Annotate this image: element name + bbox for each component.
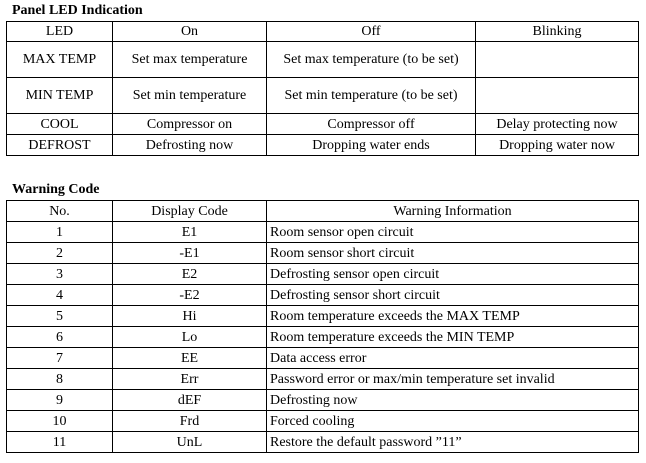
warning-row <box>7 264 639 285</box>
warning-number-cell: 3 <box>7 264 113 285</box>
warning-code-cell: Err <box>113 369 267 390</box>
warning-info-cell: Password error or max/min temperature set invalid <box>267 369 639 390</box>
warning-row <box>7 306 639 327</box>
warning-code-cell: -E1 <box>113 243 267 264</box>
warning-number-cell: 1 <box>7 222 113 243</box>
warning-code-cell: Frd <box>113 411 267 432</box>
led-state-cell: Dropping water now <box>476 135 639 156</box>
warning-info-cell: Restore the default password ”11” <box>267 432 639 453</box>
led-name-cell: MIN TEMP <box>7 78 113 114</box>
warning-info-cell: Defrosting sensor short circuit <box>267 285 639 306</box>
warning-number-cell: 9 <box>7 390 113 411</box>
warning-row <box>7 432 639 453</box>
warning-info-cell: Data access error <box>267 348 639 369</box>
led-state-cell: Delay protecting now <box>476 114 639 135</box>
led-section-title: Panel LED Indication <box>12 3 143 18</box>
led-name-cell: MAX TEMP <box>7 42 113 78</box>
warning-number-cell: 4 <box>7 285 113 306</box>
led-name-cell: DEFROST <box>7 135 113 156</box>
led-state-cell: Set max temperature <box>113 42 267 78</box>
warning-header-cell: Warning Information <box>267 201 639 222</box>
warning-row <box>7 348 639 369</box>
led-row <box>7 114 639 135</box>
warning-number-cell: 11 <box>7 432 113 453</box>
warning-code-cell: Hi <box>113 306 267 327</box>
led-state-cell: Compressor off <box>267 114 476 135</box>
warning-row <box>7 390 639 411</box>
warning-number-cell: 7 <box>7 348 113 369</box>
led-header-cell: Blinking <box>476 22 639 42</box>
warning-info-cell: Room temperature exceeds the MAX TEMP <box>267 306 639 327</box>
led-state-cell: Set min temperature <box>113 78 267 114</box>
led-header-cell: Off <box>267 22 476 42</box>
warning-info-cell: Defrosting now <box>267 390 639 411</box>
warning-number-cell: 10 <box>7 411 113 432</box>
warning-row <box>7 222 639 243</box>
warning-code-cell: Lo <box>113 327 267 348</box>
warning-code-table <box>6 200 639 453</box>
warning-code-cell: E1 <box>113 222 267 243</box>
warning-info-cell: Room temperature exceeds the MIN TEMP <box>267 327 639 348</box>
led-header-row <box>7 22 639 42</box>
led-state-cell <box>476 78 639 114</box>
warning-code-cell: -E2 <box>113 285 267 306</box>
warning-row <box>7 369 639 390</box>
warning-header-cell: Display Code <box>113 201 267 222</box>
warning-number-cell: 8 <box>7 369 113 390</box>
warning-section-title: Warning Code <box>12 182 100 197</box>
led-state-cell: Compressor on <box>113 114 267 135</box>
led-row <box>7 78 639 114</box>
warning-code-cell: E2 <box>113 264 267 285</box>
led-header-cell: On <box>113 22 267 42</box>
led-state-cell: Set max temperature (to be set) <box>267 42 476 78</box>
warning-info-cell: Room sensor open circuit <box>267 222 639 243</box>
led-state-cell: Dropping water ends <box>267 135 476 156</box>
warning-info-cell: Defrosting sensor open circuit <box>267 264 639 285</box>
led-state-cell: Set min temperature (to be set) <box>267 78 476 114</box>
warning-info-cell: Room sensor short circuit <box>267 243 639 264</box>
warning-number-cell: 6 <box>7 327 113 348</box>
warning-row <box>7 243 639 264</box>
warning-number-cell: 2 <box>7 243 113 264</box>
warning-code-cell: UnL <box>113 432 267 453</box>
led-header-cell: LED <box>7 22 113 42</box>
warning-number-cell: 5 <box>7 306 113 327</box>
led-row <box>7 42 639 78</box>
warning-code-cell: EE <box>113 348 267 369</box>
warning-code-cell: dEF <box>113 390 267 411</box>
led-row <box>7 135 639 156</box>
warning-row <box>7 411 639 432</box>
warning-header-cell: No. <box>7 201 113 222</box>
warning-header-row <box>7 201 639 222</box>
warning-info-cell: Forced cooling <box>267 411 639 432</box>
led-indication-table <box>6 21 639 156</box>
led-state-cell <box>476 42 639 78</box>
warning-row <box>7 285 639 306</box>
warning-row <box>7 327 639 348</box>
led-state-cell: Defrosting now <box>113 135 267 156</box>
led-name-cell: COOL <box>7 114 113 135</box>
